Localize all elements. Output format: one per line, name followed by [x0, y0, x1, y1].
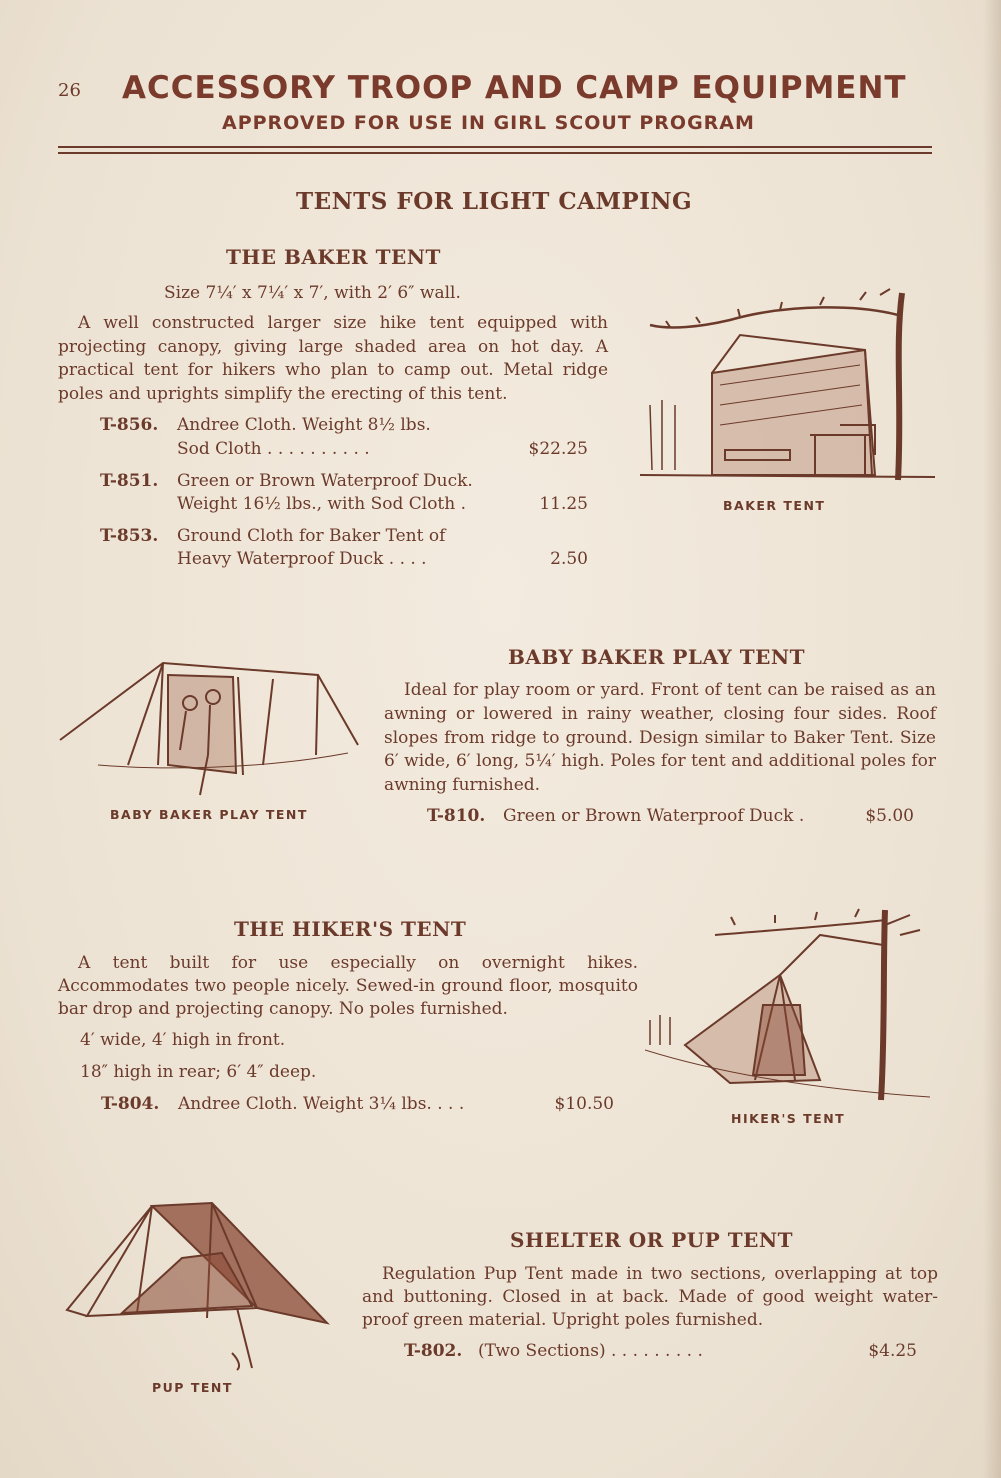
pup-item-price: $4.25 [868, 1341, 917, 1361]
baker-heading: THE BAKER TENT [226, 245, 441, 269]
baker-item-2-line2: Weight 16½ lbs., with Sod Cloth . [177, 494, 467, 514]
pup-description: Regulation Pup Tent made in two sections, overlapping at top and buttoning. Closed in at back. Made of good weight water-proof green material. Upright poles furnished. [362, 1264, 938, 1330]
baker-item-3-code: T-853. [100, 526, 159, 546]
pup-caption: PUP TENT [152, 1380, 233, 1395]
baby-baker-item-code: T-810. [427, 806, 486, 826]
baker-item-3-line2: Heavy Waterproof Duck . . . . [177, 549, 427, 569]
baker-tent-illustration [640, 285, 935, 490]
baby-baker-heading: BABY BAKER PLAY TENT [508, 645, 806, 669]
pup-heading: SHELTER OR PUP TENT [510, 1228, 794, 1252]
baker-item-1-code: T-856. [100, 415, 159, 435]
baker-item-2-code: T-851. [100, 471, 159, 491]
baker-description: A well constructed larger size hike tent equipped with projecting canopy, giving large shaded area on hot day. A practical tent for hikers who plan to camp out. Metal ridge poles and uprights simplify the erecting of this tent. [58, 313, 608, 404]
pup-item-text: (Two Sections) . . . . . . . . . [478, 1341, 703, 1361]
baby-baker-item-text: Green or Brown Waterproof Duck . [503, 806, 805, 826]
hikers-description: A tent built for use especially on overnight hikes. Accommodates two people nicely. Sewed-in ground floor, mosquito bar drop and projecting canopy. No poles furnished. [58, 953, 638, 1019]
hikers-caption: HIKER'S TENT [731, 1111, 846, 1126]
hikers-tent-illustration [645, 905, 930, 1105]
baker-item-3-line1: Ground Cloth for Baker Tent of [177, 526, 446, 546]
baker-item-1-line1: Andree Cloth. Weight 8½ lbs. [177, 415, 431, 435]
baker-caption: BAKER TENT [723, 498, 826, 513]
baby-baker-item-price: $5.00 [865, 806, 914, 826]
section-title: TENTS FOR LIGHT CAMPING [296, 188, 693, 215]
page-number: 26 [58, 80, 81, 101]
pup-tent-illustration [62, 1198, 332, 1378]
hikers-dimensions-2: 18″ high in rear; 6′ 4″ deep. [80, 1062, 317, 1082]
baker-item-3-price: 2.50 [550, 549, 588, 569]
hikers-dimensions-1: 4′ wide, 4′ high in front. [80, 1030, 286, 1050]
hikers-item-price: $10.50 [554, 1094, 614, 1114]
baby-baker-description: Ideal for play room or yard. Front of tent can be raised as an awning or lowered in rainy weather, closing four sides. Roof slopes from ridge to ground. Design similar to Baker Tent. Size 6′ wide, 6′ long, 5¼′ high. Poles for tent and additional poles for awning furnished. [384, 680, 936, 796]
baby-baker-caption: BABY BAKER PLAY TENT [110, 807, 308, 822]
hikers-item-text: Andree Cloth. Weight 3¼ lbs. . . . [178, 1094, 465, 1114]
page-subtitle: APPROVED FOR USE IN GIRL SCOUT PROGRAM [222, 112, 755, 134]
page-spine-shadow [983, 0, 1001, 1478]
baby-baker-tent-illustration [58, 655, 363, 800]
baker-item-2-price: 11.25 [539, 494, 588, 514]
page-title: ACCESSORY TROOP AND CAMP EQUIPMENT [122, 70, 907, 106]
header-rule-top [58, 146, 932, 148]
baker-item-1-line2: Sod Cloth . . . . . . . . . . [177, 439, 370, 459]
header-rule-bottom [58, 152, 932, 154]
baker-size: Size 7¼′ x 7¼′ x 7′, with 2′ 6″ wall. [164, 283, 461, 303]
hikers-heading: THE HIKER'S TENT [234, 917, 467, 941]
baker-item-1-price: $22.25 [528, 439, 588, 459]
baker-item-2-line1: Green or Brown Waterproof Duck. [177, 471, 473, 491]
pup-item-code: T-802. [404, 1341, 463, 1361]
hikers-item-code: T-804. [101, 1094, 160, 1114]
